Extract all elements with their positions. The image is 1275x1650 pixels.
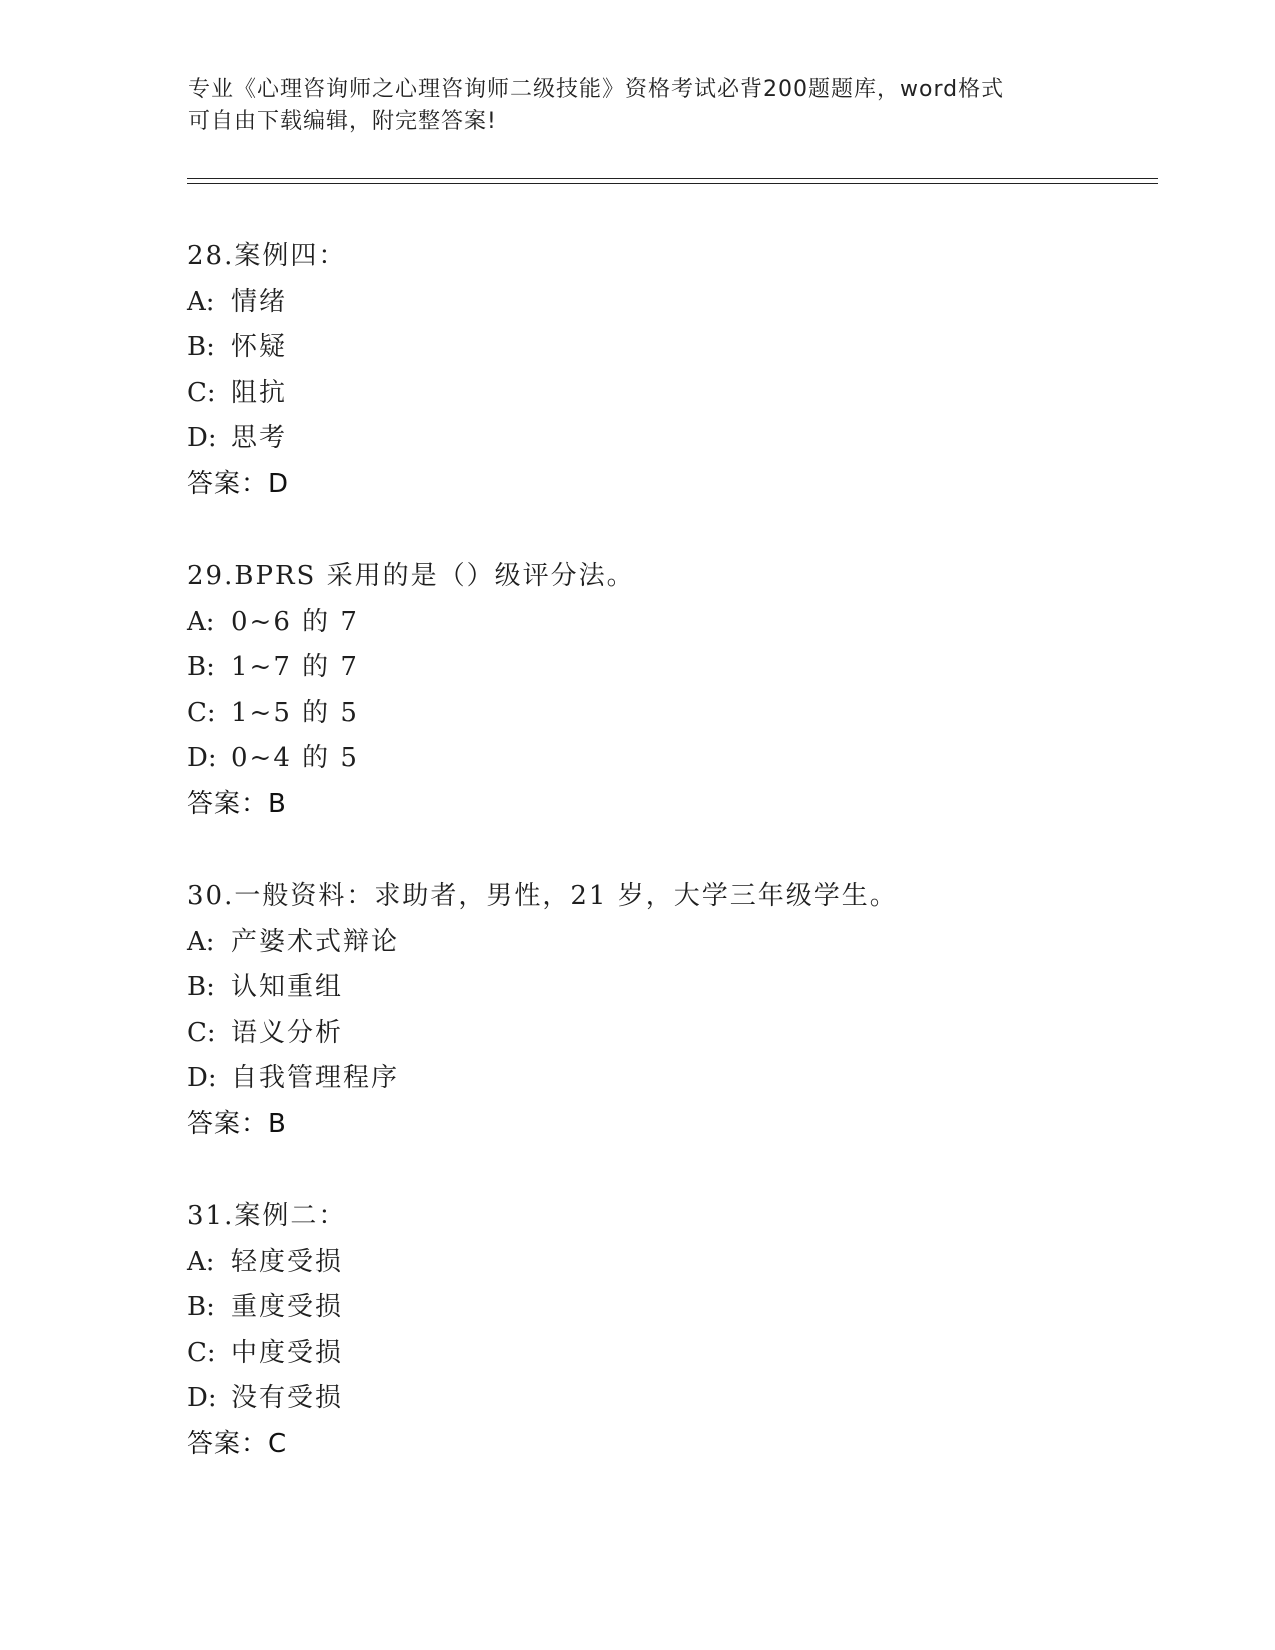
option-text: 轻度受损: [231, 1246, 344, 1277]
option-text: 语义分析: [231, 1017, 344, 1048]
option-letter: C:: [187, 1017, 216, 1048]
option-text: 1~7 的 7: [231, 652, 359, 682]
option-text: 自我管理程序: [231, 1063, 400, 1093]
option-text: 0~6 的 7: [231, 606, 359, 637]
option-letter: C:: [187, 697, 216, 728]
option-b: [187, 1285, 1147, 1331]
header-divider-bottom: [187, 183, 1158, 184]
question-stem: 29.BPRS 采用的是（）级评分法。: [187, 561, 635, 591]
option-c: [187, 691, 1147, 737]
option-text: 思考: [231, 423, 288, 453]
option-text: 重度受损: [231, 1292, 344, 1322]
option-b: [187, 965, 1147, 1011]
option-d: [187, 416, 1147, 462]
option-letter: B:: [187, 652, 215, 682]
question-block: [187, 554, 1147, 827]
option-text: 中度受损: [231, 1337, 344, 1368]
option-c: [187, 371, 1147, 417]
option-letter: C:: [187, 1337, 216, 1368]
option-letter: A:: [187, 606, 215, 637]
option-letter: A:: [187, 926, 215, 957]
answer-line: 答案：D: [187, 468, 290, 499]
answer-line: 答案：C: [187, 1428, 288, 1459]
option-c: [187, 1331, 1147, 1377]
question-stem: 31.案例二：: [187, 1201, 347, 1231]
option-letter: C:: [187, 377, 216, 408]
header-line-1: 专业《心理咨询师之心理咨询师二级技能》资格考试必背200题题库，word格式: [188, 77, 1005, 102]
option-letter: B:: [187, 332, 215, 362]
answer-line: 答案：B: [187, 788, 287, 819]
question-block: [187, 234, 1147, 507]
option-letter: B:: [187, 972, 215, 1002]
option-letter: D:: [187, 1063, 217, 1093]
option-text: 0~4 的 5: [231, 743, 359, 773]
option-d: [187, 1056, 1147, 1102]
answer-line: 答案：B: [187, 1108, 287, 1139]
question-stem: 30.一般资料：求助者，男性，21 岁，大学三年级学生。: [187, 881, 898, 911]
question-block: [187, 874, 1147, 1147]
option-c: [187, 1011, 1147, 1057]
header-divider-top: [187, 178, 1158, 179]
option-letter: D:: [187, 743, 217, 773]
option-text: 产婆术式辩论: [231, 926, 400, 957]
option-text: 1~5 的 5: [231, 697, 359, 728]
option-text: 没有受损: [231, 1383, 344, 1413]
header-line-2: 可自由下载编辑，附完整答案!: [188, 109, 497, 134]
option-letter: A:: [187, 1246, 215, 1277]
option-a: [187, 280, 1147, 326]
option-letter: D:: [187, 423, 217, 453]
document-header: [188, 74, 1088, 138]
option-text: 情绪: [231, 286, 288, 317]
question-stem: 28.案例四：: [187, 241, 347, 271]
option-a: [187, 1240, 1147, 1286]
option-d: [187, 1376, 1147, 1422]
option-letter: D:: [187, 1383, 217, 1413]
option-text: 认知重组: [231, 972, 344, 1002]
option-letter: B:: [187, 1292, 215, 1322]
option-text: 怀疑: [231, 332, 288, 362]
option-a: [187, 920, 1147, 966]
option-a: [187, 600, 1147, 646]
option-letter: A:: [187, 286, 215, 317]
option-b: [187, 325, 1147, 371]
option-b: [187, 645, 1147, 691]
question-block: [187, 1194, 1147, 1467]
option-d: [187, 736, 1147, 782]
option-text: 阻抗: [231, 377, 288, 408]
